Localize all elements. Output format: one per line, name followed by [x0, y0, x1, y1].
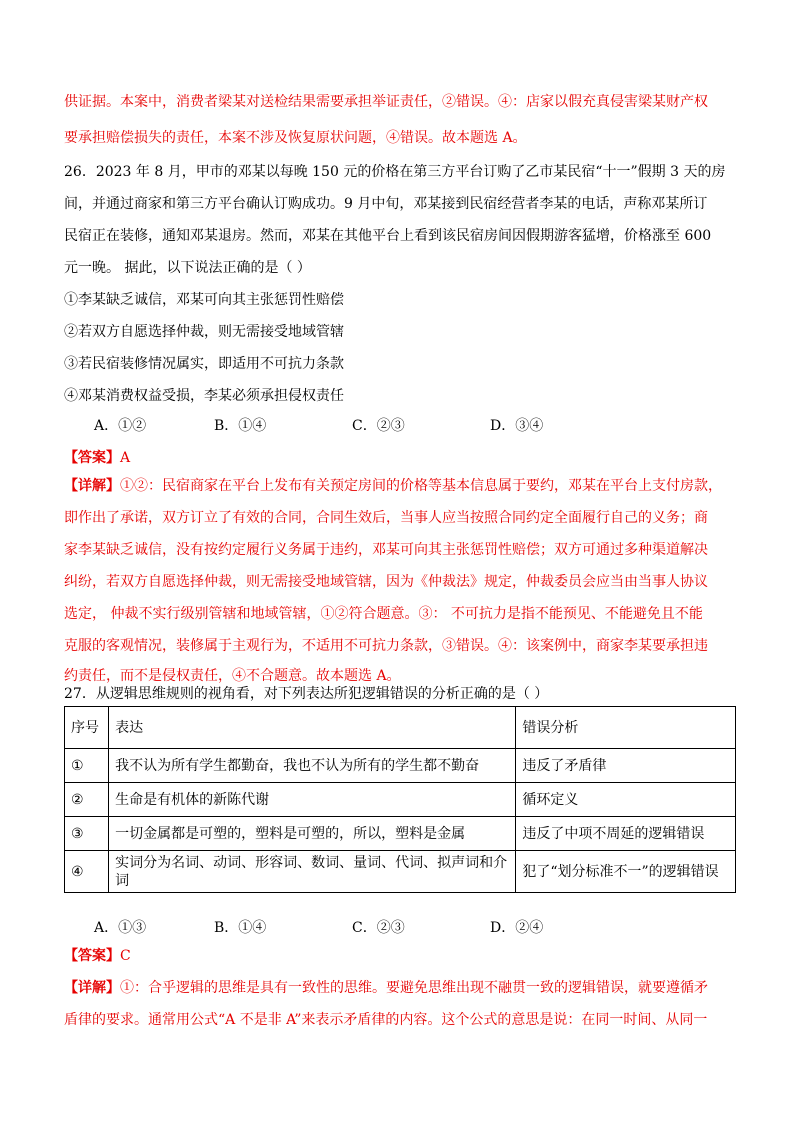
q26-detail-line: 即作出了承诺，双方订立了有效的合同，合同生效后，当事人应当按照合同约定全面履行自己的义务；商 [64, 510, 708, 526]
q27-detail-line: 盾律的要求。通常用公式“A 不是非 A”来表示矛盾律的内容。这个公式的意思是说：在同一时间、从同一 [64, 1012, 708, 1028]
row-analysis: 违反了中项不周延的逻辑错误 [516, 817, 736, 851]
q26-stem-line: 26．2023 年 8 月，甲市的邓某以每晚 150 元的价格在第三方平台订购了乙市某民宿“十一”假期 3 天的房 [64, 164, 726, 180]
detail-text: ①：合乎逻辑的思维是具有一致性的思维。要避免思维出现不融贯一致的逻辑错误，就要遵循矛 [120, 980, 708, 996]
q27-answer [64, 946, 131, 966]
q26-option-b: B．①④ [214, 418, 267, 434]
q26-stem-line: 间，并通过商家和第三方平台确认订购成功。9 月中旬，邓某接到民宿经营者李某的电话，声称邓某所订 [64, 196, 708, 212]
q26-detail-line: 克服的客观情况，装修属于主观行为，不适用不可抗力条款，③错误。④：该案例中，商家李某要承担违 [64, 638, 708, 654]
row-expression: 实词分为名词、动词、形容词、数词、量词、代词、拟声词和介词 [109, 851, 516, 893]
row-analysis: 循环定义 [516, 783, 736, 817]
q26-detail-line [64, 476, 722, 496]
row-index: ③ [65, 817, 109, 851]
detail-text: ①②：民宿商家在平台上发布有关预定房间的价格等基本信息属于要约，邓某在平台上支付房款， [120, 478, 722, 494]
answer-tag: 【答案】 [64, 450, 120, 466]
table-row [65, 783, 736, 817]
detail-tag: 【详解】 [64, 980, 120, 996]
row-analysis: 犯了“划分标准不一”的逻辑错误 [516, 851, 736, 893]
explanation-line: 供证据。本案中，消费者梁某对送检结果需要承担举证责任，②错误。④：店家以假充真侵害梁某财产权 [64, 94, 708, 110]
q26-option-a: A．①② [94, 418, 147, 434]
row-expression: 我不认为所有学生都勤奋，我也不认为所有的学生都不勤奋 [109, 749, 516, 783]
table-row [65, 749, 736, 783]
q26-answer [64, 448, 130, 468]
q26-detail-line: 纠纷，若双方自愿选择仲裁，则无需接受地域管辖，因为《仲裁法》规定，仲裁委员会应当由当事人协议 [64, 574, 708, 590]
header-cell-analysis: 错误分析 [516, 707, 736, 749]
q26-statement: ①李某缺乏诚信，邓某可向其主张惩罚性赔偿 [64, 292, 344, 308]
q27-option-b: B．①④ [214, 920, 267, 936]
row-expression: 生命是有机体的新陈代谢 [109, 783, 516, 817]
answer-value: A [120, 450, 131, 466]
table-row [65, 817, 736, 851]
q26-detail-line: 家李某缺乏诚信，没有按约定履行义务属于违约，邓某可向其主张惩罚性赔偿；双方可通过多种渠道解决 [64, 542, 708, 558]
table-row [65, 851, 736, 893]
row-analysis: 违反了矛盾律 [516, 749, 736, 783]
q26-detail-line: 约责任，而不是侵权责任，④不合题意。故本题选 A。 [64, 668, 401, 684]
header-cell-expression: 表达 [109, 707, 516, 749]
q26-option-d: D．③④ [490, 418, 544, 434]
q26-stem-line: 民宿正在装修，通知邓某退房。然而，邓某在其他平台上看到该民宿房间因假期游客猛增，价格涨至 600 [64, 228, 712, 244]
answer-value: C [120, 948, 131, 964]
q27-option-d: D．②④ [490, 920, 544, 936]
detail-tag: 【详解】 [64, 478, 120, 494]
q27-stem: 27．从逻辑思维规则的视角看，对下列表达所犯逻辑错误的分析正确的是（ ） [64, 686, 549, 702]
q26-statement: ②若双方自愿选择仲裁，则无需接受地域管辖 [64, 324, 344, 340]
q26-option-c: C．②③ [352, 418, 405, 434]
row-index: ② [65, 783, 109, 817]
explanation-line: 要承担赔偿损失的责任，本案不涉及恢复原状问题，④错误。故本题选 A。 [64, 130, 527, 146]
row-index: ④ [65, 851, 109, 893]
q27-detail-line [64, 978, 708, 998]
q27-table [64, 706, 736, 893]
answer-tag: 【答案】 [64, 948, 120, 964]
q27-option-c: C．②③ [352, 920, 405, 936]
q26-statement: ③若民宿装修情况属实，即适用不可抗力条款 [64, 356, 344, 372]
q27-option-a: A．①③ [94, 920, 147, 936]
header-cell-index: 序号 [65, 707, 109, 749]
row-index: ① [65, 749, 109, 783]
q26-stem-line: 元一晚。 据此，以下说法正确的是（ ） [64, 260, 311, 276]
table-header-row [65, 707, 736, 749]
q26-statement: ④邓某消费权益受损，李某必须承担侵权责任 [64, 388, 344, 404]
row-expression: 一切金属都是可塑的，塑料是可塑的，所以，塑料是金属 [109, 817, 516, 851]
q26-detail-line: 选定， 仲裁不实行级别管辖和地域管辖，①②符合题意。③： 不可抗力是指不能预见、不能避免且不能 [64, 606, 703, 622]
